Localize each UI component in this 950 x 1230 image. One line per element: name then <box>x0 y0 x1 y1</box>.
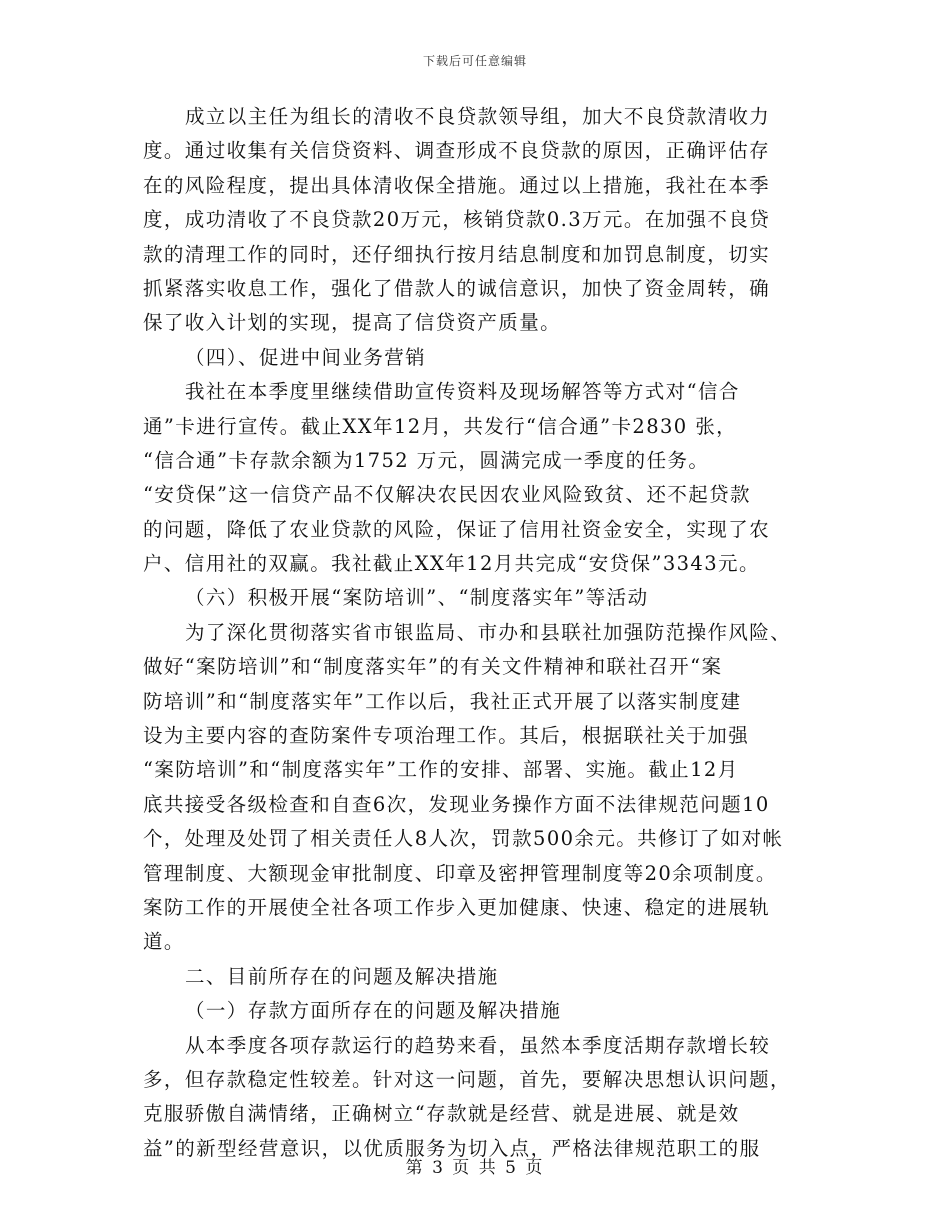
text-line: 度。通过收集有关信贷资料、调查形成不良贷款的原因，正确评估存 <box>143 139 771 163</box>
text-line: 管理制度、大额现金审批制度、印章及密押管理制度等20余项制度。 <box>143 861 777 885</box>
text-line: 设为主要内容的查防案件专项治理工作。其后，根据联社关于加强 <box>143 724 750 748</box>
text-line: 为了深化贯彻落实省市银监局、市办和县联社加强防范操作风险、 <box>185 620 792 644</box>
text-line: 款的清理工作的同时，还仔细执行按月结息制度和加罚息制度，切实 <box>143 242 771 266</box>
document-body <box>143 100 823 1166</box>
section-heading: 二、目前所存在的问题及解决措施 <box>185 964 499 988</box>
text-line: 度，成功清收了不良贷款20万元，核销贷款0.3万元。在加强不良贷 <box>143 208 771 232</box>
text-line: “安贷保”这一信贷产品不仅解决农民因农业风险致贫、还不起贷款 <box>143 483 751 507</box>
text-line: 成立以主任为组长的清收不良贷款领导组，加大不良贷款清收力 <box>185 105 771 128</box>
text-line: 克服骄傲自满情绪，正确树立“存款就是经营、就是进展、就是效 <box>143 1102 740 1126</box>
text-line: “案防培训”和“制度落实年”工作的安排、部署、实施。截止12月 <box>143 758 739 782</box>
text-line: 保了收入计划的实现，提高了信贷资产质量。 <box>143 311 562 335</box>
text-line: 道。 <box>143 930 185 954</box>
text-line: 户、信用社的双赢。我社截止XX年12月共完成“安贷保”3343元。 <box>143 552 760 576</box>
text-line: 多，但存款稳定性较差。针对这一问题，首先，要解决思想认识问题， <box>143 1067 791 1091</box>
text-line: 抓紧落实收息工作，强化了借款人的诚信意识，加快了资金周转，确 <box>143 276 771 300</box>
text-line: 我社在本季度里继续借助宣传资料及现场解答等方式对“信合 <box>185 380 740 404</box>
text-line: 个，处理及处罚了相关责任人8人次，罚款500余元。共修订了如对帐 <box>143 827 784 851</box>
text-line: 益”的新型经营意识，以优质服务为切入点，严格法律规范职工的服 <box>143 1136 761 1160</box>
text-line: 的问题，降低了农业贷款的风险，保证了信用社资金安全，实现了农 <box>143 517 771 541</box>
text-line: 通”卡进行宣传。截止XX年12月，共发行“信合通”卡2830 张， <box>143 414 738 438</box>
section-heading: （一）存款方面所存在的问题及解决措施 <box>185 999 562 1023</box>
text-line: 从本季度各项存款运行的趋势来看，虽然本季度活期存款增长较 <box>185 1033 771 1057</box>
text-line: 案防工作的开展使全社各项工作步入更加健康、快速、稳定的进展轨 <box>143 895 771 919</box>
text-line: 做好“案防培训”和“制度落实年”的有关文件精神和联社召开“案 <box>143 655 723 679</box>
text-line: 在的风险程度，提出具体清收保全措施。通过以上措施，我社在本季 <box>143 173 771 197</box>
text-line: “信合通”卡存款余额为1752 万元，圆满完成一季度的任务。 <box>143 448 710 472</box>
section-heading: （四）、促进中间业务营销 <box>185 345 427 369</box>
section-heading: （六）积极开展“案防培训”、“制度落实年”等活动 <box>185 586 649 610</box>
text-line: 防培训”和“制度落实年”工作以后，我社正式开展了以落实制度建 <box>143 689 742 713</box>
page-footer: 第 3 页 共 5 页 <box>405 1158 545 1178</box>
text-line: 底共接受各级检查和自查6次，发现业务操作方面不法律规范问题10 <box>143 792 770 816</box>
page-header: 下载后可任意编辑 <box>422 54 527 68</box>
